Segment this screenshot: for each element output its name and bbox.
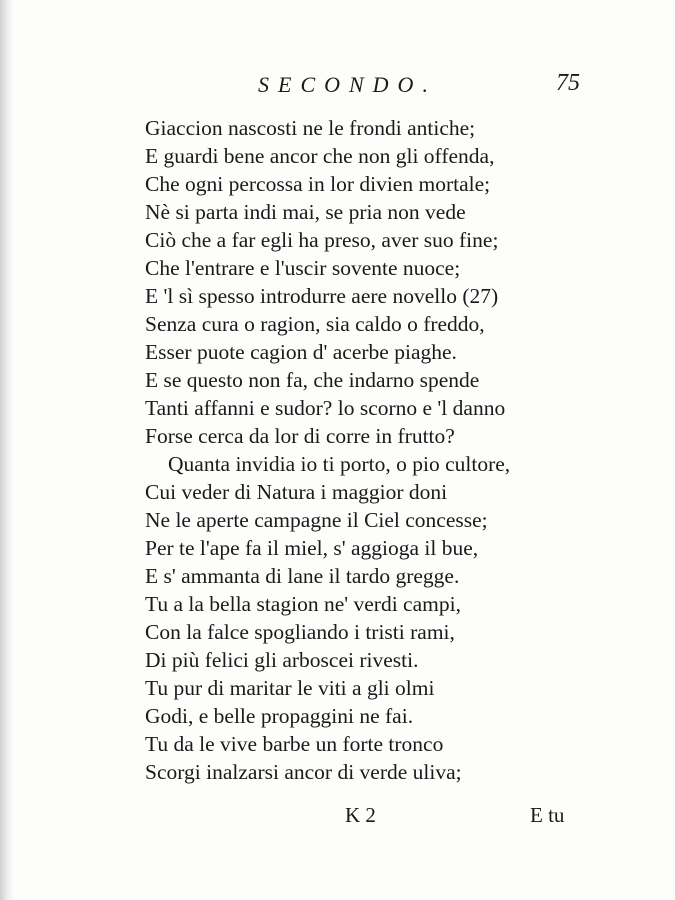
verse-line: Tanti affanni e sudor? lo scorno e 'l danno xyxy=(145,396,506,420)
verse-line: Che l'entrare e l'uscir sovente nuoce; xyxy=(145,256,461,280)
verse-line: Forse cerca da lor di corre in frutto? xyxy=(145,424,455,448)
catchword: E tu xyxy=(530,803,565,827)
verse-line: Con la falce spogliando i tristi rami, xyxy=(145,620,455,644)
verse-line: Scorgi inalzarsi ancor di verde uliva; xyxy=(145,760,462,784)
verse-line: Giaccion nascosti ne le frondi antiche; xyxy=(145,116,476,140)
verse-line: Tu da le vive barbe un forte tronco xyxy=(145,732,444,756)
verse-line: Che ogni percossa in lor divien mortale; xyxy=(145,172,491,196)
page-gutter-shadow xyxy=(0,0,14,900)
page-header xyxy=(0,72,675,102)
verse-line: Quanta invidia io ti porto, o pio cultore, xyxy=(168,452,511,476)
verse-line: E se questo non fa, che indarno spende xyxy=(145,368,480,392)
verse-line: E guardi bene ancor che non gli offenda, xyxy=(145,144,495,168)
verse-line: Per te l'ape fa il miel, s' aggioga il bue, xyxy=(145,536,479,560)
verse-line: Tu a la bella stagion ne' verdi campi, xyxy=(145,592,461,616)
verse-line: Tu pur di maritar le viti a gli olmi xyxy=(145,676,435,700)
page-footer xyxy=(0,803,675,833)
verse-line: Di più felici gli arboscei rivesti. xyxy=(145,648,419,672)
verse-line: E 'l sì spesso introdurre aere novello (27) xyxy=(145,284,499,308)
verse-line: E s' ammanta di lane il tardo gregge. xyxy=(145,564,460,588)
signature-mark: K 2 xyxy=(345,803,376,827)
page-number: 75 xyxy=(556,70,580,96)
verse-line: Esser puote cagion d' acerbe piaghe. xyxy=(145,340,457,364)
verse-line: Senza cura o ragion, sia caldo o freddo, xyxy=(145,312,485,336)
verse-line: Ciò che a far egli ha preso, aver suo fine; xyxy=(145,228,499,252)
verse-line: Nè si parta indi mai, se pria non vede xyxy=(145,200,466,224)
running-title: SECONDO. xyxy=(258,72,437,97)
verse-line: Cui veder di Natura i maggior doni xyxy=(145,480,448,504)
verse-line: Godi, e belle propaggini ne fai. xyxy=(145,704,414,728)
verse-line: Ne le aperte campagne il Ciel concesse; xyxy=(145,508,488,532)
